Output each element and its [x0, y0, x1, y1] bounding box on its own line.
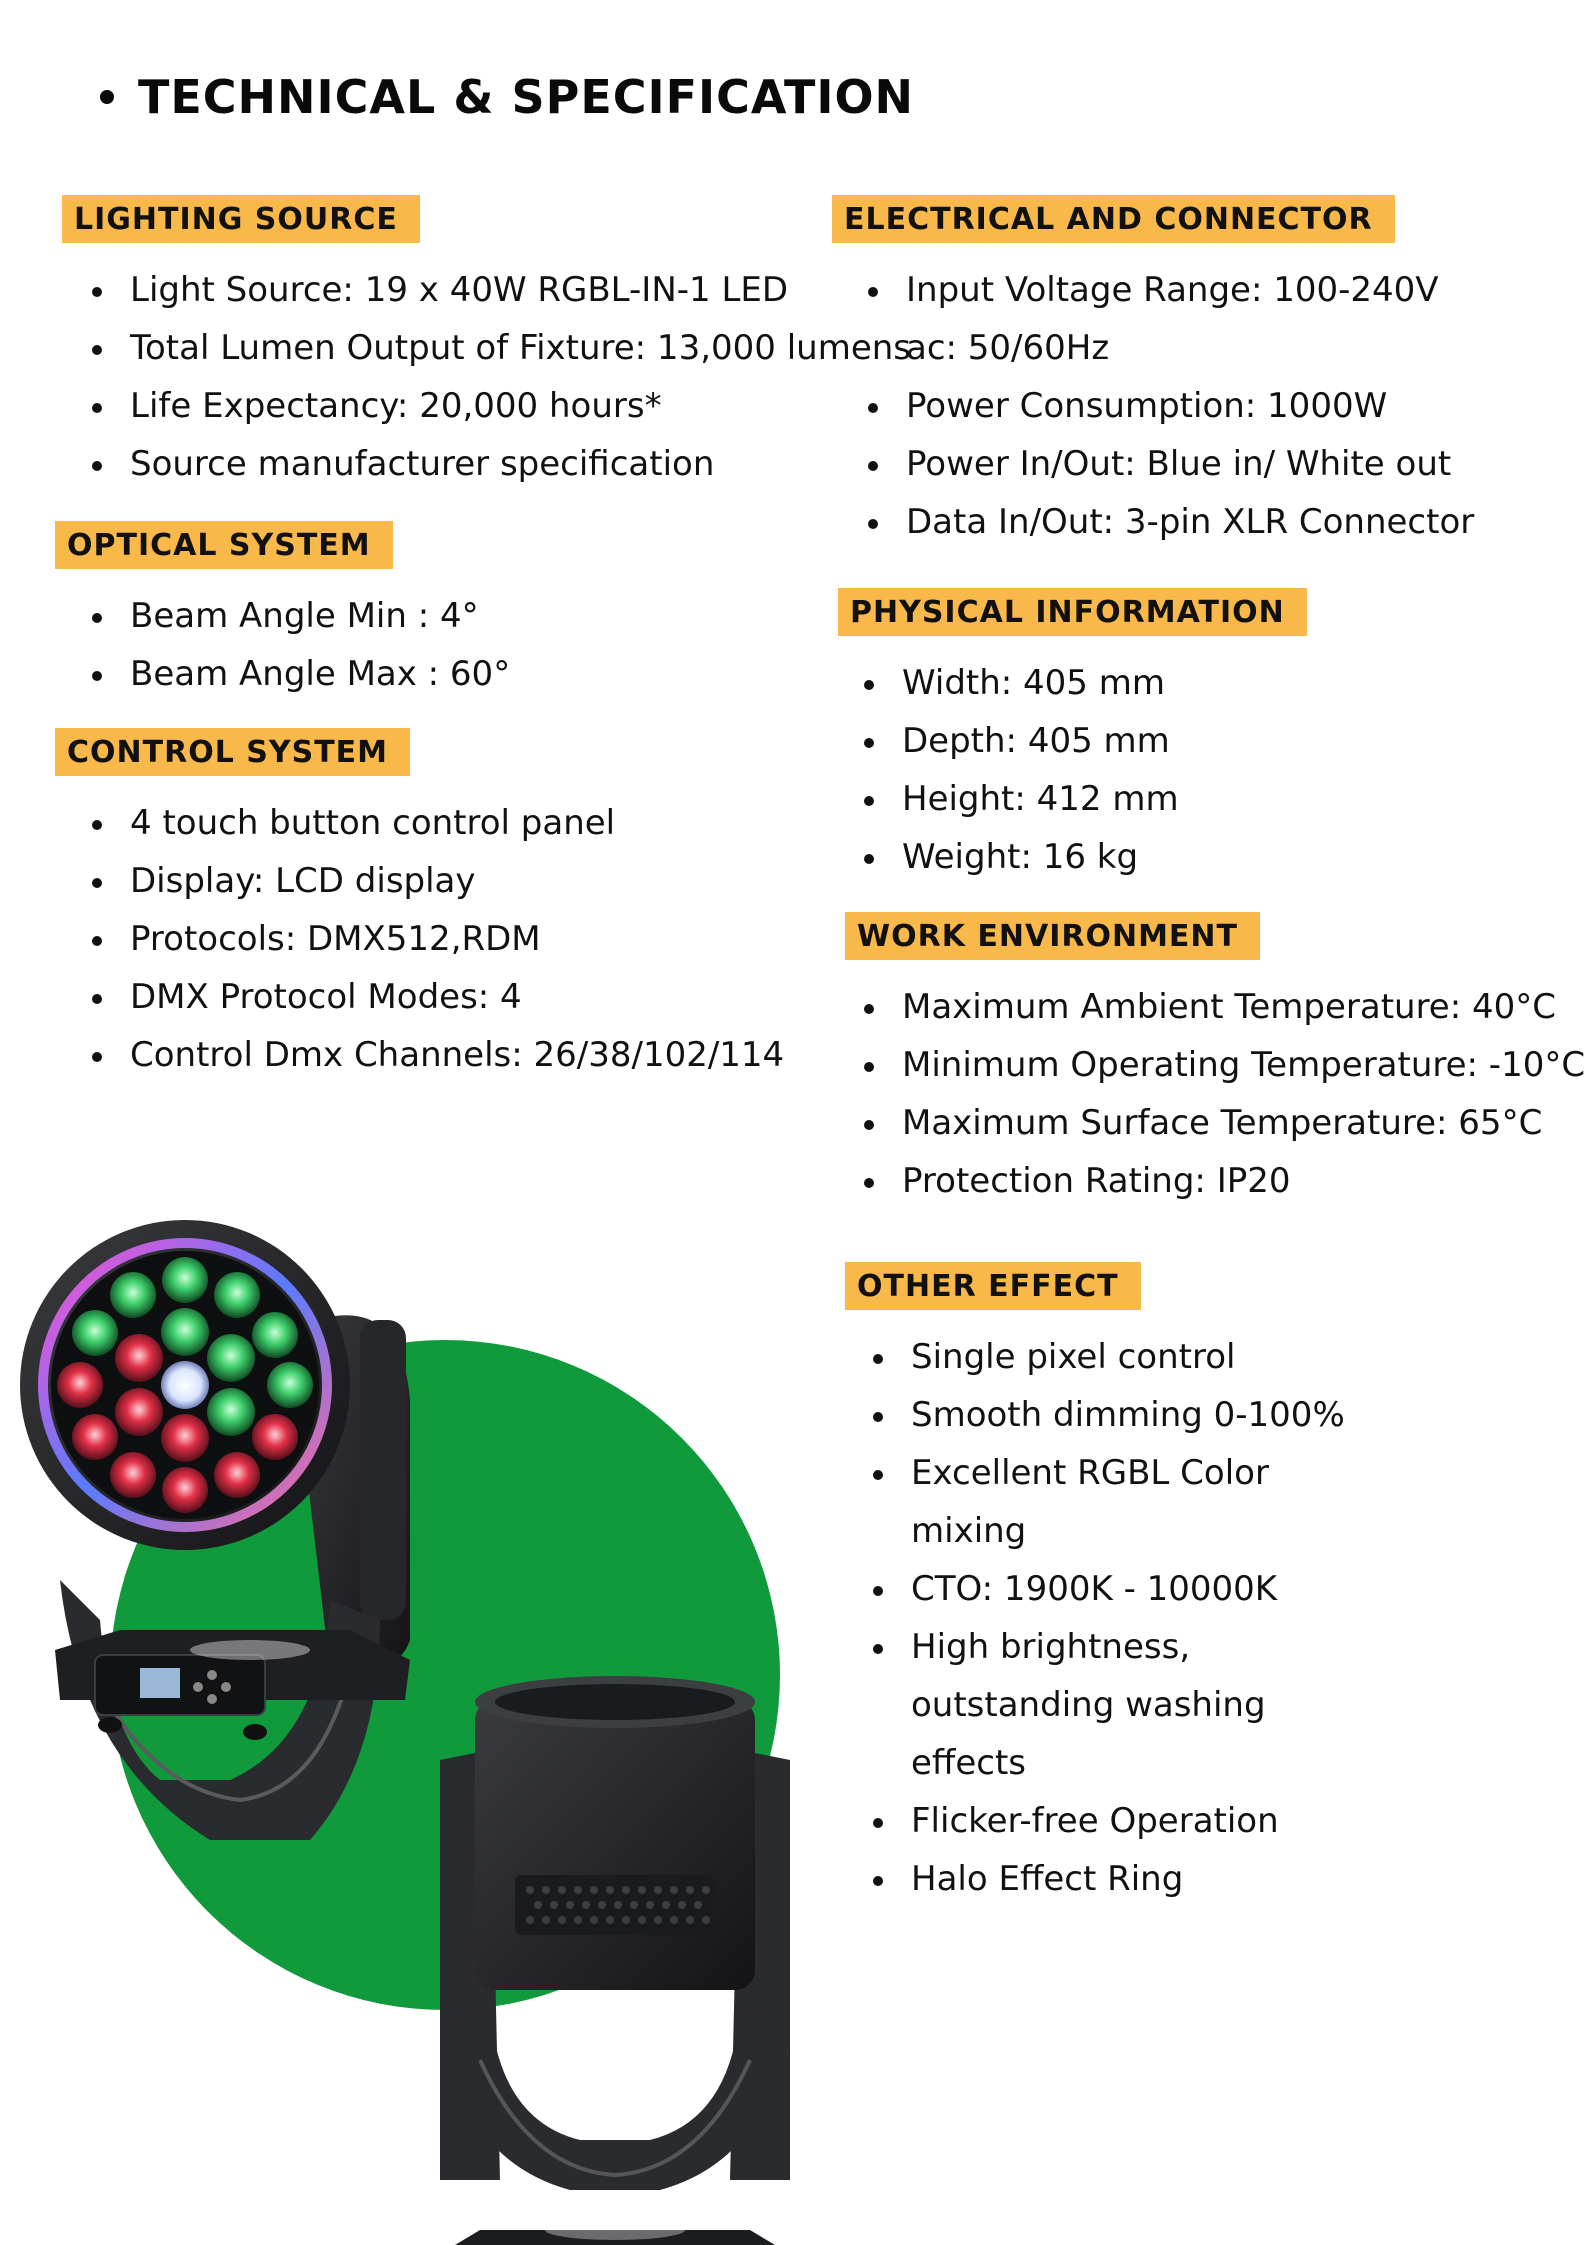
- list-item: CTO: 1900K - 10000K: [871, 1560, 1391, 1618]
- page-title-text: TECHNICAL & SPECIFICATION: [138, 70, 915, 124]
- section-optical-system: [55, 521, 510, 703]
- list-item: Total Lumen Output of Fixture: 13,000 lumens: [90, 319, 911, 377]
- spec-list: [862, 978, 1585, 1210]
- list-item: Beam Angle Min : 4°: [90, 587, 510, 645]
- section-header: WORK ENVIRONMENT: [845, 912, 1260, 960]
- spec-list: [90, 261, 911, 493]
- list-item: Smooth dimming 0-100%: [871, 1386, 1391, 1444]
- section-header: CONTROL SYSTEM: [55, 728, 410, 776]
- list-item: Input Voltage Range: 100-240V ac: 50/60Hz: [866, 261, 1486, 377]
- list-item: Protocols: DMX512,RDM: [90, 910, 784, 968]
- section-header: OPTICAL SYSTEM: [55, 521, 393, 569]
- title-bullet: [100, 90, 114, 104]
- list-item: Source manufacturer specification: [90, 435, 911, 493]
- list-item: Power In/Out: Blue in/ White out: [866, 435, 1486, 493]
- section-header: OTHER EFFECT: [845, 1262, 1141, 1310]
- section-header: LIGHTING SOURCE: [62, 195, 420, 243]
- section-physical: [838, 588, 1307, 886]
- list-item: Life Expectancy: 20,000 hours*: [90, 377, 911, 435]
- list-item: Protection Rating: IP20: [862, 1152, 1585, 1210]
- section-electrical: [832, 195, 1552, 551]
- list-item: 4 touch button control panel: [90, 794, 784, 852]
- list-item: Data In/Out: 3-pin XLR Connector: [866, 493, 1486, 551]
- spec-list: [90, 794, 784, 1084]
- list-item: Flicker-free Operation: [871, 1792, 1391, 1850]
- section-lighting-source: [62, 195, 911, 493]
- section-other-effect: [845, 1262, 1391, 1908]
- spec-list: [866, 261, 1486, 551]
- list-item: Halo Effect Ring: [871, 1850, 1391, 1908]
- section-header: PHYSICAL INFORMATION: [838, 588, 1307, 636]
- list-item: Minimum Operating Temperature: -10°C: [862, 1036, 1585, 1094]
- list-item: Beam Angle Max : 60°: [90, 645, 510, 703]
- section-control-system: [55, 728, 784, 1084]
- list-item: Control Dmx Channels: 26/38/102/114: [90, 1026, 784, 1084]
- list-item: Power Consumption: 1000W: [866, 377, 1486, 435]
- section-header: ELECTRICAL AND CONNECTOR: [832, 195, 1395, 243]
- list-item: Display: LCD display: [90, 852, 784, 910]
- page-title: [100, 70, 914, 124]
- section-work-environment: [845, 912, 1585, 1210]
- product-illustration: [0, 1200, 880, 2245]
- list-item: Light Source: 19 x 40W RGBL-IN-1 LED: [90, 261, 911, 319]
- list-item: Weight: 16 kg: [862, 828, 1307, 886]
- list-item: Depth: 405 mm: [862, 712, 1307, 770]
- list-item: Width: 405 mm: [862, 654, 1307, 712]
- list-item: Height: 412 mm: [862, 770, 1307, 828]
- list-item: Single pixel control: [871, 1328, 1391, 1386]
- spec-list: [862, 654, 1307, 886]
- spec-list: [871, 1328, 1391, 1908]
- list-item: Maximum Ambient Temperature: 40°C: [862, 978, 1585, 1036]
- list-item: Excellent RGBL Color mixing: [871, 1444, 1391, 1560]
- list-item: High brightness, outstanding washing effects: [871, 1618, 1391, 1792]
- fixture-rear-illustration: [430, 1676, 800, 2245]
- list-item: DMX Protocol Modes: 4: [90, 968, 784, 1026]
- list-item: Maximum Surface Temperature: 65°C: [862, 1094, 1585, 1152]
- spec-list: [90, 587, 510, 703]
